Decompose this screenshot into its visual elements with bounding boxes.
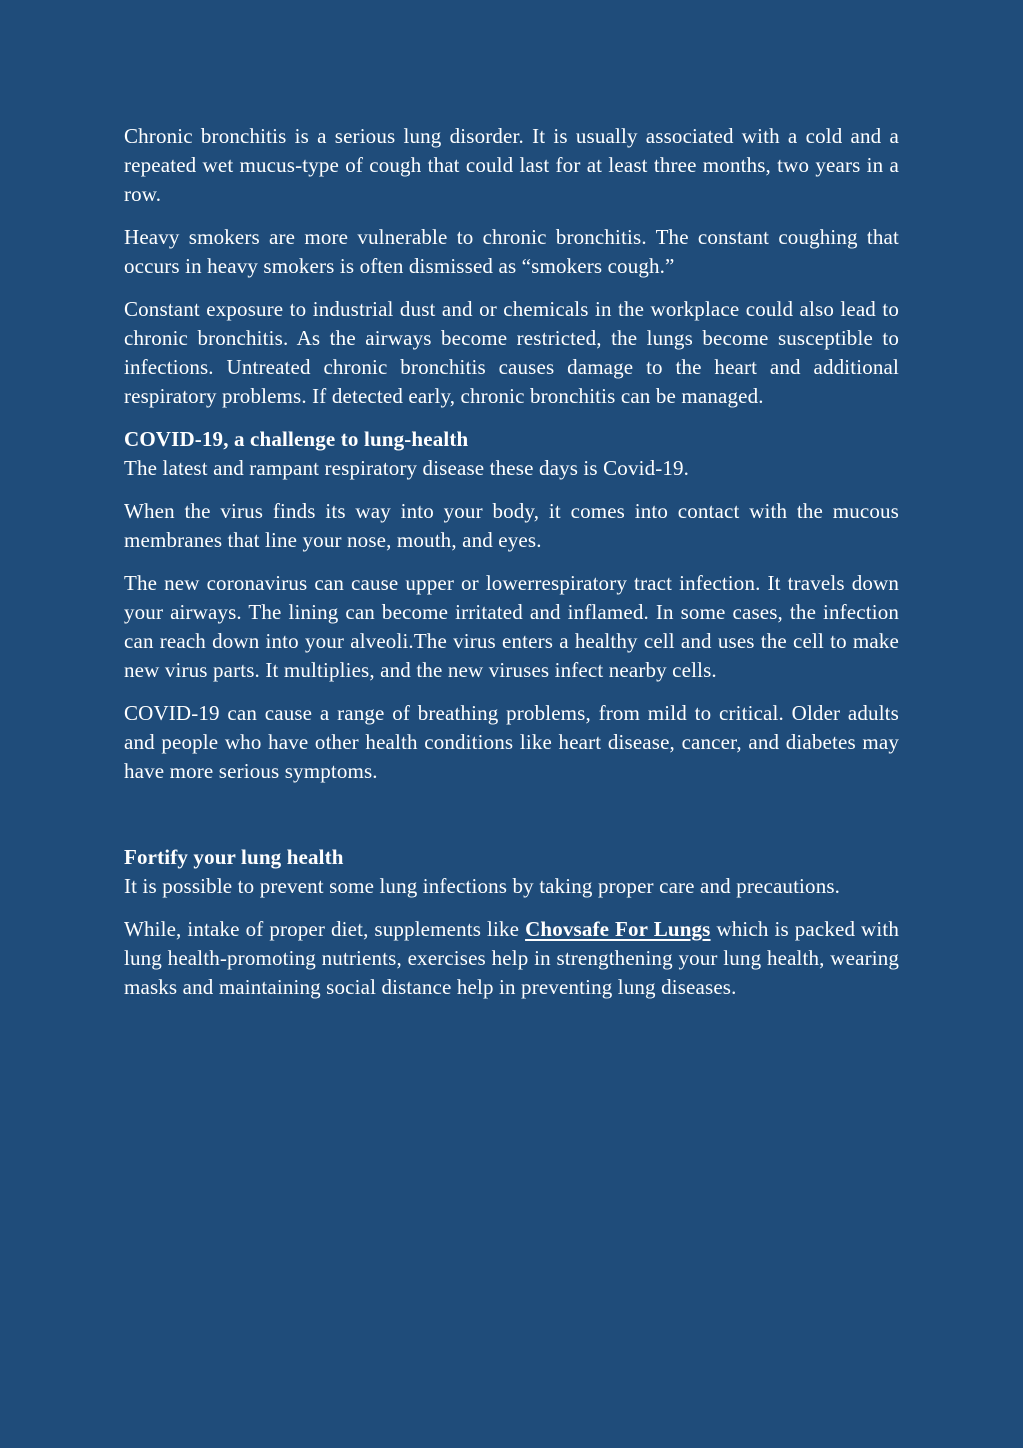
covid-paragraph-virus-entry: When the virus finds its way into your body, it comes into contact with the mucous membranes that line your nose, mouth, and eyes. [124,499,899,552]
covid-intro: The latest and rampant respiratory disease these days is Covid-19. [124,456,690,480]
smokers-paragraph: Heavy smokers are more vulnerable to chronic bronchitis. The constant coughing that occurs in heavy smokers is often dismissed as “smokers cough.” [124,225,899,278]
exposure-paragraph: Constant exposure to industrial dust and or chemicals in the workplace could also lead to chronic bronchitis. As the airways become restricted, the lungs become susceptible to infections. Untreated chronic bronchitis causes damage to the heart and additional respiratory problems. If detected early, chronic bronchitis can be managed. [124,297,899,408]
fortify-paragraph [124,915,899,1002]
document-body [124,122,899,1016]
covid-paragraph-infection: The new coronavirus can cause upper or lowerrespiratory tract infection. It travels down your airways. The lining can become irritated and inflamed. In some cases, the infection can reach down into your alveoli.The virus enters a healthy cell and uses the cell to make new virus parts. It multiplies, and the new viruses infect nearby cells. [124,571,899,682]
chovsafe-link[interactable]: Chovsafe For Lungs [525,917,711,941]
fortify-heading: Fortify your lung health [124,845,344,869]
bronchitis-paragraph: Chronic bronchitis is a serious lung disorder. It is usually associated with a cold and a repeated wet mucus-type of cough that could last for at least three months, two years in a row. [124,124,899,206]
fortify-text-after-link: which is packed with lung health-promoting nutrients, exercises help in strengthening your lung health, wearing masks and maintaining social distance help in preventing lung diseases. [124,917,899,999]
section-spacer [124,800,899,843]
covid-paragraph-symptoms: COVID-19 can cause a range of breathing problems, from mild to critical. Older adults and people who have other health conditions like heart disease, cancer, and diabetes may have more serious symptoms. [124,701,899,783]
fortify-intro: It is possible to prevent some lung infections by taking proper care and precautions. [124,874,841,898]
fortify-text-before-link: While, intake of proper diet, supplements like [124,917,526,941]
covid-heading: COVID-19, a challenge to lung-health [124,427,469,451]
